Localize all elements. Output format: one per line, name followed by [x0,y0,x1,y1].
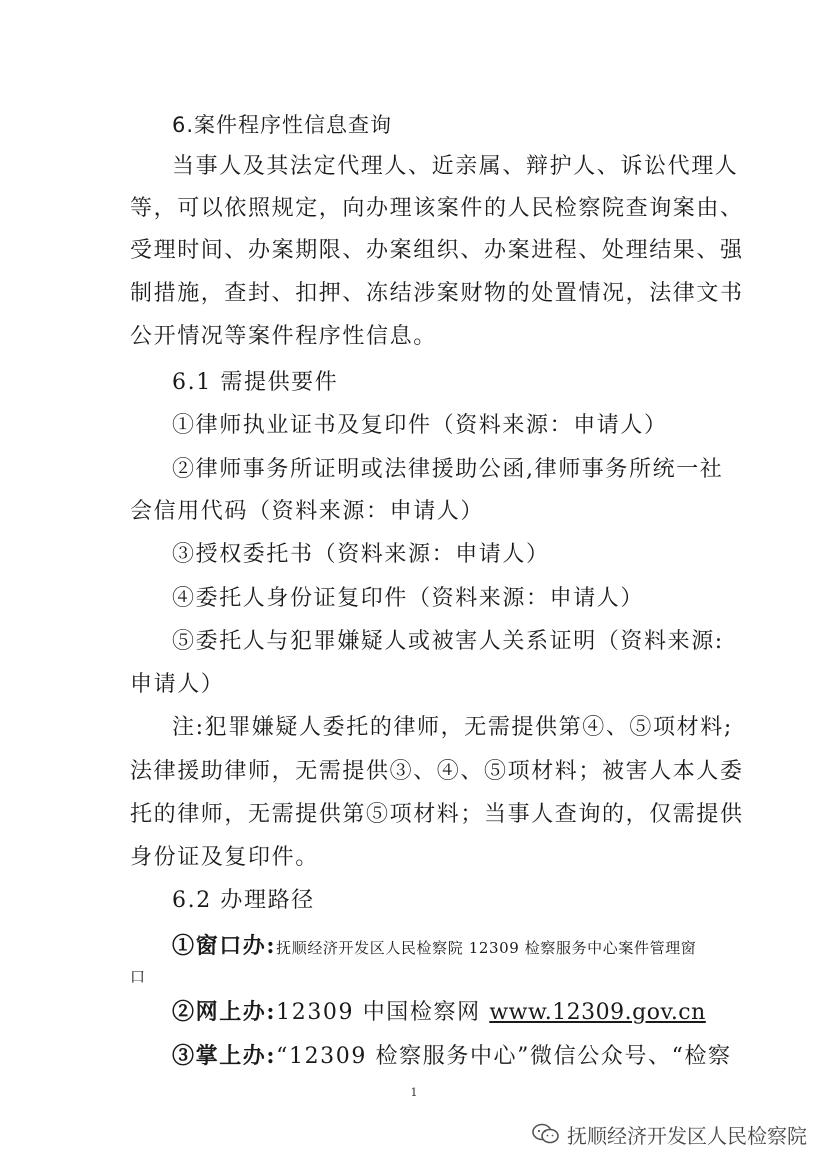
material-item-5-line-1: ⑤委托人与犯罪嫌疑人或被害人关系证明（资料来源: [172,629,724,654]
material-item-3: ③授权委托书（资料来源：申请人） [172,542,550,567]
watermark [531,1120,807,1148]
window-text: 抚顺经济开发区人民检察院 12309 检察服务中心案件管理窗 [276,939,697,957]
watermark-text: 抚顺经济开发区人民检察院 [567,1123,807,1148]
intro-line-3: 受理时间、办案期限、办案组织、办案进程、处理结果、强 [130,238,744,263]
material-item-2-line-1: ②律师事务所证明或法律援助公函,律师事务所统一社 [172,457,724,482]
intro-line-4: 制措施，查封、扣押、冻结涉案财物的处置情况，法律文书 [130,281,744,306]
path-title: 6.2 办理路径 [172,888,315,913]
page-number: 1 [410,1086,418,1099]
material-item-4: ④委托人身份证复印件（资料来源：申请人） [172,586,645,611]
note-line-1: 注:犯罪嫌疑人委托的律师，无需提供第④、⑤项材料; [172,715,733,740]
path-window [172,931,700,963]
material-item-5-line-2: 申请人） [130,672,225,697]
note-line-3: 托的律师，无需提供第⑤项材料；当事人查询的，仅需提供 [130,802,744,827]
wechat-icon [531,1122,561,1146]
window-label: ①窗口办: [172,933,277,959]
online-url-link[interactable]: www.12309.gov.cn [489,1000,706,1025]
intro-line-5: 公开情况等案件程序性信息。 [130,324,437,349]
material-item-2-line-2: 会信用代码（资料来源：申请人） [130,499,485,524]
intro-line-1: 当事人及其法定代理人、近亲属、辩护人、诉讼代理人 [172,154,739,179]
note-line-2: 法律援助律师，无需提供③、④、⑤项材料；被害人本人委 [130,759,744,784]
mobile-label: ③掌上办: [172,1043,277,1069]
path-mobile [172,1041,732,1072]
section-title: 6.案件程序性信息查询 [172,113,393,137]
online-label: ②网上办: [172,999,277,1025]
mobile-text: “12309 检察服务中心”微信公众号、“检察 [276,1044,732,1069]
online-text: 12309 中国检察网 [276,1000,490,1025]
materials-title: 6.1 需提供要件 [172,370,339,395]
path-online [172,997,706,1028]
material-item-1: ①律师执业证书及复印件（资料来源：申请人） [172,413,668,438]
intro-line-2: 等，可以依照规定，向办理该案件的人民检察院查询案由、 [130,196,744,221]
note-line-4: 身份证及复印件。 [130,845,319,870]
path-window-line-2: 口 [130,968,146,986]
